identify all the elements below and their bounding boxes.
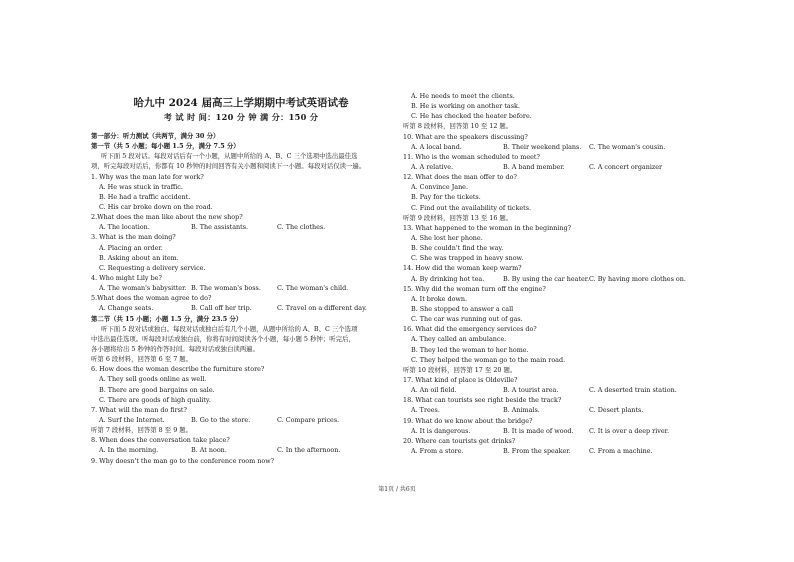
option-row: [403, 385, 703, 395]
question-stem: 10. What are the speakers discussing?: [403, 132, 528, 141]
option: C. Compare prices.: [277, 415, 340, 424]
left-column: [91, 131, 391, 466]
option: B. Animals.: [503, 406, 540, 415]
option-row: [403, 405, 703, 415]
option: B. It is made of wood.: [503, 426, 574, 435]
option: A. She lost her phone.: [411, 233, 483, 242]
option-row: [91, 222, 391, 232]
option: A. He needs to meet the clients.: [411, 92, 515, 100]
option: B. Pay for the tickets.: [411, 193, 481, 202]
material-note: 听第 9 段材料，回答第 13 至 16 题。: [403, 213, 513, 222]
question-stem: 2.What does the man like about the new shop?: [91, 213, 243, 222]
option-row: [403, 446, 703, 456]
question-stem: 12. What does the man offer to do?: [403, 173, 517, 182]
option: A. A local band.: [411, 142, 462, 151]
question-stem: 5.What does the woman agree to do?: [91, 294, 212, 303]
option-row: [91, 303, 391, 313]
part1-heading: 第一部分：听力测试（共两节，满分 30 分）: [91, 132, 220, 140]
option: A. He was stuck in traffic.: [99, 182, 183, 191]
instruction-line: 中选出最佳选项。听每段对话或独白前，你将有时间阅读各个小题，每小题 5 秒钟；听完后，: [91, 334, 355, 343]
option-row: [91, 415, 391, 425]
option: B. Asking about an item.: [99, 253, 179, 262]
question-stem: 16. What did the emergency services do?: [403, 325, 537, 334]
option: B. He is working on another task.: [411, 102, 520, 111]
option-row: [91, 445, 391, 455]
material-note: 听第 10 段材料，回答第 17 至 20 题。: [403, 365, 517, 374]
question-stem: 17. What kind of place is Oldeville?: [403, 375, 518, 384]
question-stem: 14. How did the woman keep warm?: [403, 264, 522, 273]
option: C. Desert plants.: [589, 406, 644, 415]
option: C. The clothes.: [277, 223, 326, 232]
option: B. Call off her trip.: [191, 304, 252, 313]
question-stem: 9. Why doesn't the man go to the conference room now?: [91, 456, 275, 465]
option: C. He has checked the heater before.: [411, 112, 532, 121]
option: A. In the morning.: [99, 446, 159, 455]
option: A. The woman's babysitter.: [99, 284, 187, 293]
option: A. Change seats.: [99, 304, 154, 313]
option: C. The woman's child.: [277, 284, 349, 293]
option: C. The woman's cousin.: [589, 142, 666, 151]
option: B. From the speaker.: [503, 446, 571, 455]
question-stem: 6. How does the woman describe the furniture store?: [91, 365, 265, 374]
question-stem: 20. Where can tourists get drinks?: [403, 436, 516, 445]
instruction-line: 听下面 5 段对话。每段对话后有一个小题，从题中所给的 A、B、C 三个选项中选出最佳选: [101, 152, 358, 161]
option: A. From a store.: [411, 446, 464, 455]
option: A. Placing an order.: [99, 243, 163, 252]
option: B. A tourist area.: [503, 386, 559, 395]
option: A. The location.: [99, 223, 150, 232]
option: B. At noon.: [191, 446, 227, 455]
option: B. She stopped to answer a call: [411, 304, 514, 313]
option: B. The assistants.: [191, 223, 249, 232]
option: C. They helped the woman go to the main road.: [411, 355, 566, 364]
option: C. Requesting a delivery service.: [99, 263, 206, 272]
instruction-line: 听下面 5 段对话或独白。每段对话或独白后有几个小题，从题中所给的 A、B、C 三个选项: [101, 324, 358, 333]
material-note: 听第 6 段材料，回答第 6 至 7 题。: [91, 355, 193, 364]
option-row: [91, 283, 391, 293]
exam-title: 哈九中 2024 届高三上学期期中考试英语试卷: [133, 97, 349, 109]
question-stem: 11. Who is the woman scheduled to meet?: [403, 152, 540, 161]
question-stem: 18. What can tourists see right beside the track?: [403, 396, 562, 405]
option-row: [403, 142, 703, 152]
option: C. In the afternoon.: [277, 446, 341, 455]
option: C. She was trapped in heavy snow.: [411, 254, 524, 263]
option: A. They sell goods online as well.: [99, 375, 207, 384]
material-note: 听第 8 段材料，回答第 10 至 12 题。: [403, 122, 513, 131]
option: A. Convince Jane.: [411, 183, 468, 192]
option: C. His car broke down on the road.: [99, 202, 213, 211]
page-number: 第1页 / 共6页: [378, 486, 416, 493]
option: C. There are goods of high quality.: [99, 395, 211, 404]
option: B. They led the woman to her home.: [411, 345, 529, 354]
option: B. The woman's boss.: [191, 284, 261, 293]
option: A. They called an ambulance.: [411, 335, 507, 344]
exam-subtitle: 考 试 时 间：120 分 钟 满 分：150 分: [163, 112, 319, 122]
option: C. The car was running out of gas.: [411, 315, 523, 324]
option-row: [403, 426, 703, 436]
option: C. By having more clothes on.: [589, 274, 686, 283]
section1-heading: 第一节（共 5 小题；每小题 1.5 分，满分 7.5 分）: [91, 142, 240, 151]
option: B. A band member.: [503, 162, 565, 171]
option: A. A relative.: [411, 162, 454, 171]
option: B. He had a traffic accident.: [99, 192, 191, 201]
option: A. Trees.: [411, 406, 440, 415]
question-stem: 8. When does the conversation take place?: [91, 436, 230, 445]
question-stem: 19. What do we know about the bridge?: [403, 416, 533, 425]
option: B. There are good bargains on sale.: [99, 385, 215, 394]
question-stem: 7. What will the man do first?: [91, 405, 187, 414]
option-row: [403, 162, 703, 172]
option: B. Go to the store.: [191, 415, 251, 424]
instruction-line: 各小题将给出 5 秒钟的作答时间。每段对话或独白读两遍。: [91, 344, 259, 353]
right-column: [403, 91, 703, 456]
question-stem: 13. What happened to the woman in the beginning?: [403, 223, 572, 232]
question-stem: 4. Who might Lily be?: [91, 273, 162, 282]
option: C. A concert organizer: [589, 162, 663, 171]
instruction-line: 项，听完每段对话后，你都有 10 秒钟的时间回答有关小题和阅读下一小题。每段对话仅读一遍。: [91, 162, 366, 171]
option: A. It broke down.: [411, 294, 468, 303]
option-row: [403, 274, 703, 284]
option: A. It is dangerous.: [411, 426, 471, 435]
option: C. Travel on a different day.: [277, 304, 367, 313]
option: A. An oil field.: [411, 386, 457, 395]
option: C. Find out the availability of tickets.: [411, 203, 532, 212]
option: C. It is over a deep river.: [589, 426, 670, 435]
option: C. A deserted train station.: [589, 386, 677, 395]
question-stem: 3. What is the man doing?: [91, 233, 176, 242]
question-stem: 1. Why was the man late for work?: [91, 172, 204, 181]
option: A. By drinking hot tea.: [411, 274, 485, 283]
question-stem: 15. Why did the woman turn off the engine?: [403, 284, 546, 293]
section2-heading: 第二节（共 15 小题；小题 1.5 分，满分 23.5 分）: [91, 314, 243, 323]
option: B. By using the car heater.: [503, 274, 590, 283]
option: A. Surf the Internet.: [99, 415, 165, 424]
option: C. From a machine.: [589, 446, 653, 455]
option: B. She couldn't find the way.: [411, 244, 504, 253]
option: B. Their weekend plans.: [503, 142, 582, 151]
material-note: 听第 7 段材料，回答第 8 至 9 题。: [91, 426, 193, 435]
